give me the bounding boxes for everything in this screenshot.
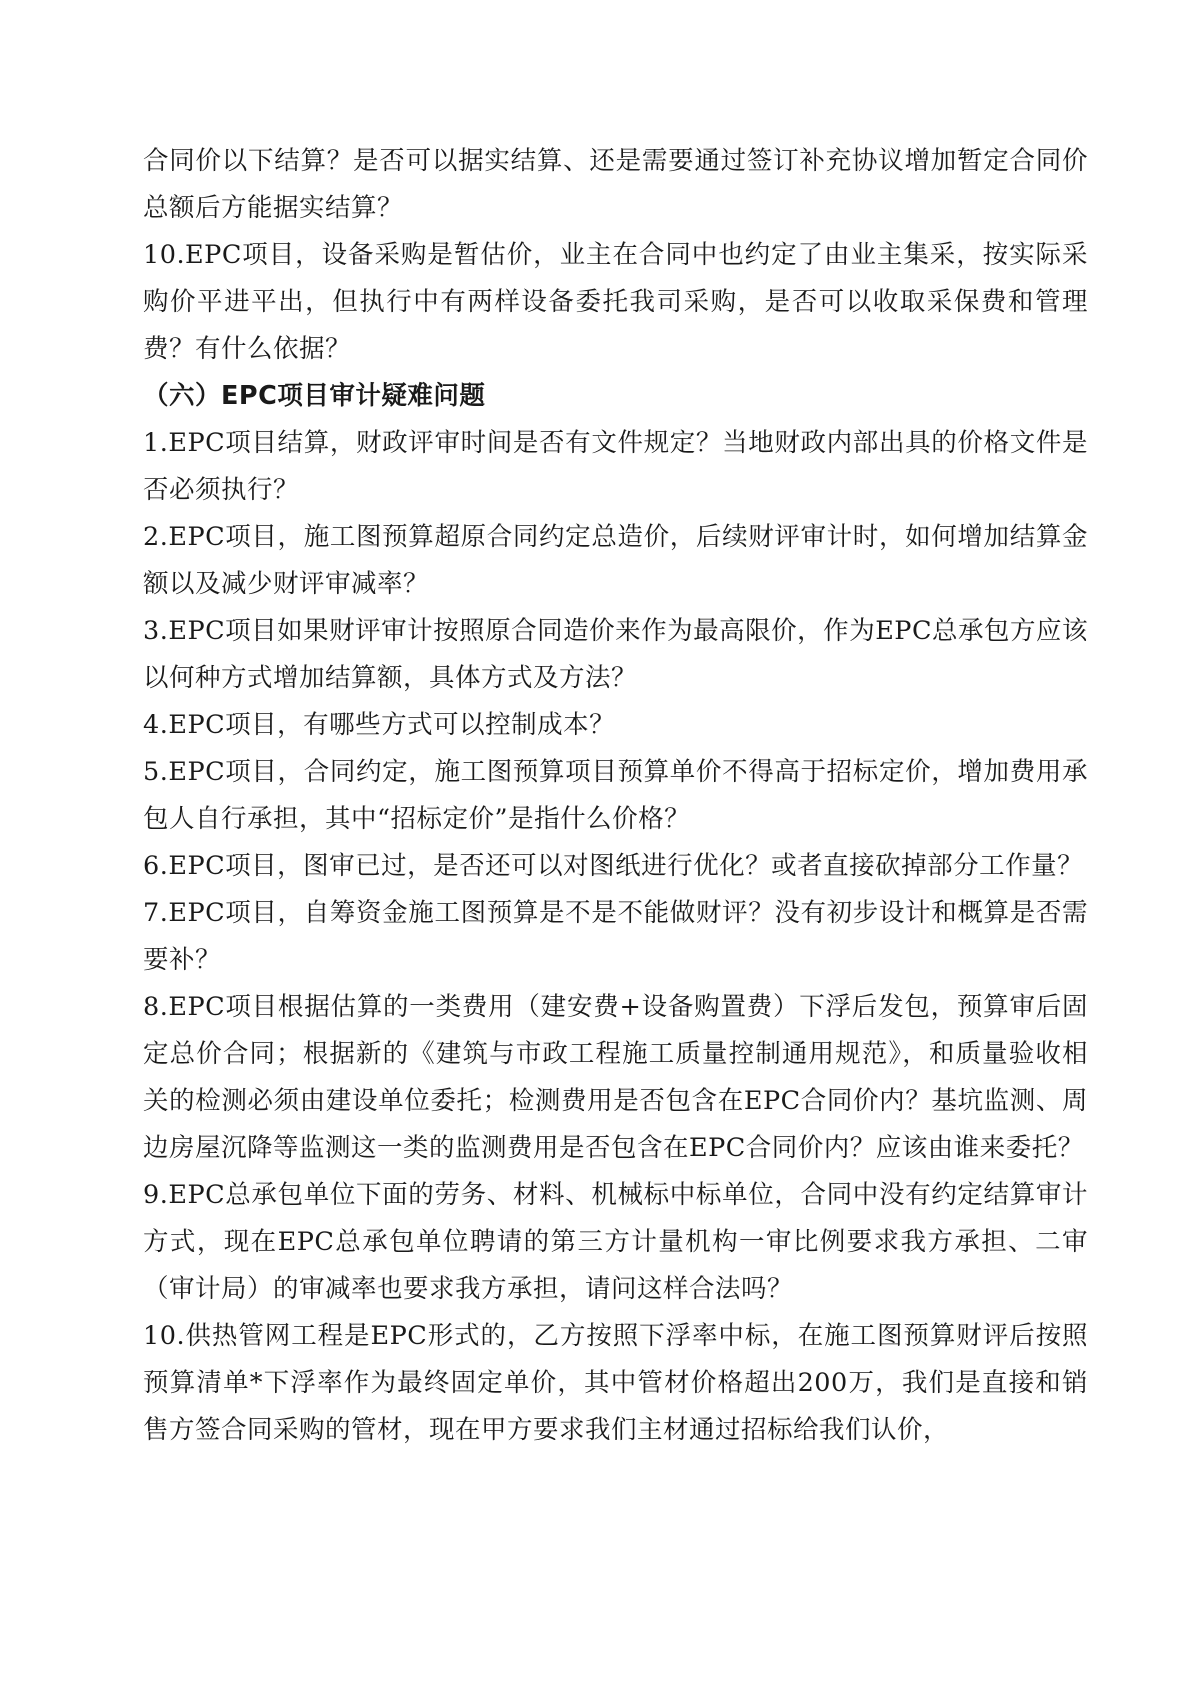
question-5: 5.EPC项目，合同约定，施工图预算项目预算单价不得高于招标定价，增加费用承包人自行承担，其中“招标定价”是指什么价格？: [143, 757, 1088, 834]
paragraph-continuation: 合同价以下结算？是否可以据实结算、还是需要通过签订补充协议增加暂定合同价总额后方能据实结算？: [143, 146, 1088, 223]
question-6: 6.EPC项目，图审已过，是否还可以对图纸进行优化？或者直接砍掉部分工作量？: [143, 851, 1084, 881]
section-heading-6: （六）EPC项目审计疑难问题: [143, 381, 486, 411]
question-2: 2.EPC项目，施工图预算超原合同约定总造价，后续财评审计时，如何增加结算金额以及减少财评审减率？: [143, 522, 1088, 599]
question-4: 4.EPC项目，有哪些方式可以控制成本？: [143, 710, 616, 740]
question-3: 3.EPC项目如果财评审计按照原合同造价来作为最高限价，作为EPC总承包方应该以何种方式增加结算额，具体方式及方法？: [143, 616, 1088, 693]
question-10-procurement: 10.EPC项目，设备采购是暂估价，业主在合同中也约定了由业主集采，按实际采购价平进平出，但执行中有两样设备委托我司采购，是否可以收取采保费和管理费？有什么依据？: [143, 240, 1088, 364]
question-1: 1.EPC项目结算，财政评审时间是否有文件规定？当地财政内部出具的价格文件是否必须执行？: [143, 428, 1088, 505]
question-10-heating-network: 10.供热管网工程是EPC形式的，乙方按照下浮率中标，在施工图预算财评后按照预算清单*下浮率作为最终固定单价，其中管材价格超出200万，我们是直接和销售方签合同采购的管材，现在甲方要求我们主材通过招标给我们认价，: [143, 1321, 1088, 1445]
question-8: 8.EPC项目根据估算的一类费用（建安费+设备购置费）下浮后发包，预算审后固定总价合同；根据新的《建筑与市政工程施工质量控制通用规范》，和质量验收相关的检测必须由建设单位委托；检测费用是否包含在EPC合同价内？基坑监测、周边房屋沉降等监测这一类的监测费用是否包含在EPC合同价内？应该由谁来委托？: [143, 992, 1088, 1163]
question-9: 9.EPC总承包单位下面的劳务、材料、机械标中标单位，合同中没有约定结算审计方式，现在EPC总承包单位聘请的第三方计量机构一审比例要求我方承担、二审（审计局）的审减率也要求我方承担，请问这样合法吗？: [143, 1180, 1088, 1304]
document-body: [143, 138, 1088, 1454]
question-7: 7.EPC项目，自筹资金施工图预算是不是不能做财评？没有初步设计和概算是否需要补？: [143, 898, 1088, 975]
